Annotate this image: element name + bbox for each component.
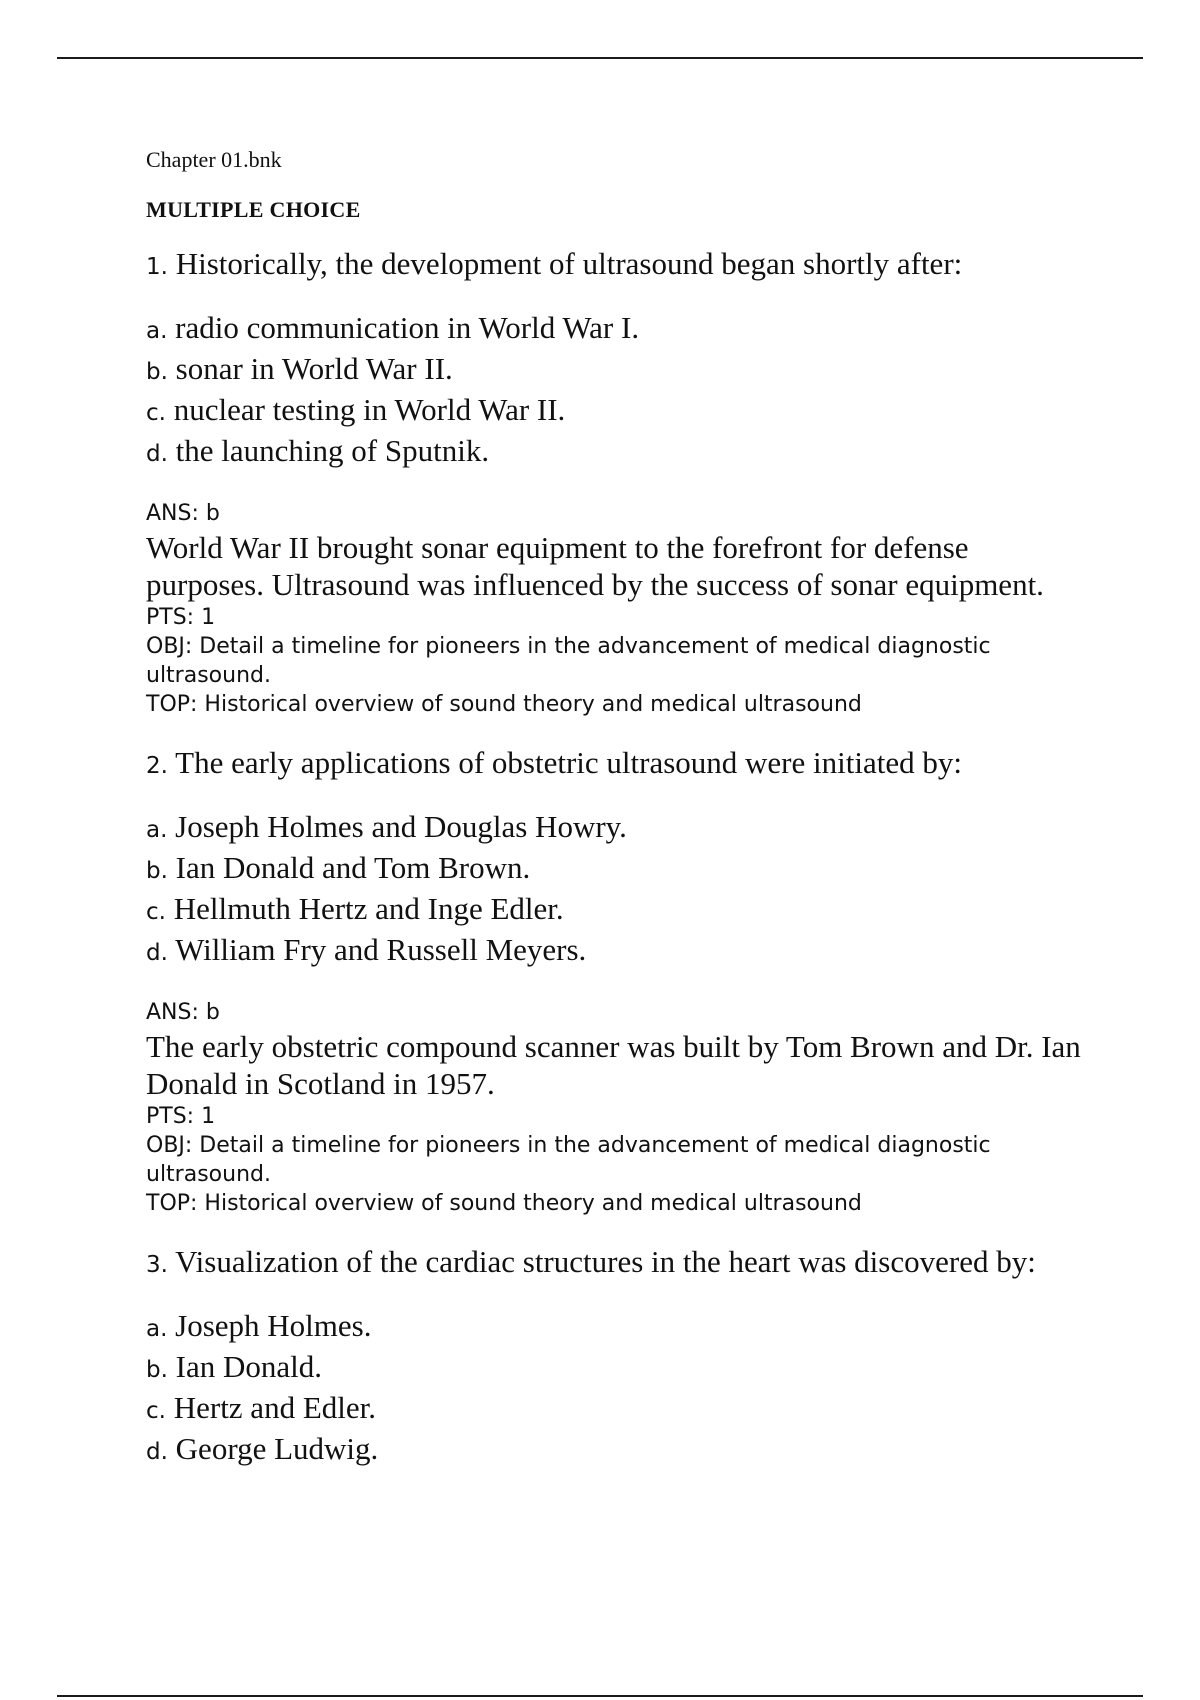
file-title: Chapter 01.bnk [146, 147, 282, 172]
choice-text: the launching of Sputnik. [175, 433, 490, 468]
topic: TOP: Historical overview of sound theory and medical ultrasound [146, 1191, 862, 1216]
choice-text: radio communication in World War I. [175, 310, 640, 345]
choice-letter: d. [146, 441, 168, 467]
choice-letter: b. [146, 359, 168, 385]
choice-text: George Ludwig. [175, 1431, 379, 1466]
choice-text: Hertz and Edler. [173, 1390, 376, 1425]
choice-text: Ian Donald. [175, 1349, 323, 1384]
answer-block [146, 998, 1086, 1218]
choice-d [146, 432, 1086, 473]
choice-list [146, 309, 1086, 473]
answer-rationale: The early obstetric compound scanner was built by Tom Brown and Dr. Ian Donald in Scotland in 1957. [146, 1029, 1081, 1101]
answer-key: ANS: b [146, 501, 220, 526]
choice-a [146, 309, 1086, 350]
bottom-rule [57, 1695, 1143, 1697]
choice-b [146, 1348, 1086, 1389]
question-text: Historically, the development of ultrasound began shortly after: [175, 246, 963, 281]
answer-rationale: World War II brought sonar equipment to the forefront for defense purposes. Ultrasound was influenced by the success of sonar equipment. [146, 530, 1044, 602]
choice-letter: c. [146, 400, 166, 426]
choice-c [146, 1389, 1086, 1430]
points: PTS: 1 [146, 1104, 216, 1129]
choice-text: Joseph Holmes and Douglas Howry. [175, 809, 627, 844]
question-number: 2. [146, 753, 168, 779]
choice-text: Ian Donald and Tom Brown. [175, 850, 531, 885]
choice-letter: a. [146, 318, 168, 344]
points: PTS: 1 [146, 605, 216, 630]
choice-letter: b. [146, 858, 168, 884]
top-rule [57, 57, 1143, 59]
choice-letter: c. [146, 1398, 166, 1424]
choice-d [146, 931, 1086, 972]
choice-list [146, 1307, 1086, 1471]
choice-letter: c. [146, 899, 166, 925]
choice-a [146, 1307, 1086, 1348]
question-3 [146, 1244, 1086, 1471]
choice-c [146, 391, 1086, 432]
document-page [146, 146, 1086, 1497]
choice-d [146, 1430, 1086, 1471]
choice-text: nuclear testing in World War II. [173, 392, 566, 427]
question-stem [146, 246, 1086, 285]
section-heading: MULTIPLE CHOICE [146, 197, 361, 222]
question-number: 3. [146, 1252, 168, 1278]
choice-text: William Fry and Russell Meyers. [175, 932, 587, 967]
question-2 [146, 745, 1086, 1218]
choice-letter: d. [146, 940, 168, 966]
question-1 [146, 246, 1086, 719]
choice-list [146, 808, 1086, 972]
choice-b [146, 350, 1086, 391]
choice-text: Joseph Holmes. [175, 1308, 372, 1343]
question-stem [146, 1244, 1086, 1283]
choice-text: Hellmuth Hertz and Inge Edler. [173, 891, 564, 926]
question-stem [146, 745, 1086, 784]
question-text: Visualization of the cardiac structures in the heart was discovered by: [175, 1244, 1036, 1279]
question-text: The early applications of obstetric ultrasound were initiated by: [175, 745, 962, 780]
topic: TOP: Historical overview of sound theory and medical ultrasound [146, 692, 862, 717]
question-number: 1. [146, 254, 168, 280]
answer-key: ANS: b [146, 1000, 220, 1025]
choice-letter: a. [146, 1316, 168, 1342]
objective: OBJ: Detail a timeline for pioneers in the advancement of medical diagnostic ultrasound. [146, 634, 991, 688]
answer-block [146, 499, 1086, 719]
choice-b [146, 849, 1086, 890]
choice-c [146, 890, 1086, 931]
choice-text: sonar in World War II. [175, 351, 453, 386]
choice-letter: d. [146, 1439, 168, 1465]
choice-letter: a. [146, 817, 168, 843]
objective: OBJ: Detail a timeline for pioneers in the advancement of medical diagnostic ultrasound. [146, 1133, 991, 1187]
choice-letter: b. [146, 1357, 168, 1383]
choice-a [146, 808, 1086, 849]
